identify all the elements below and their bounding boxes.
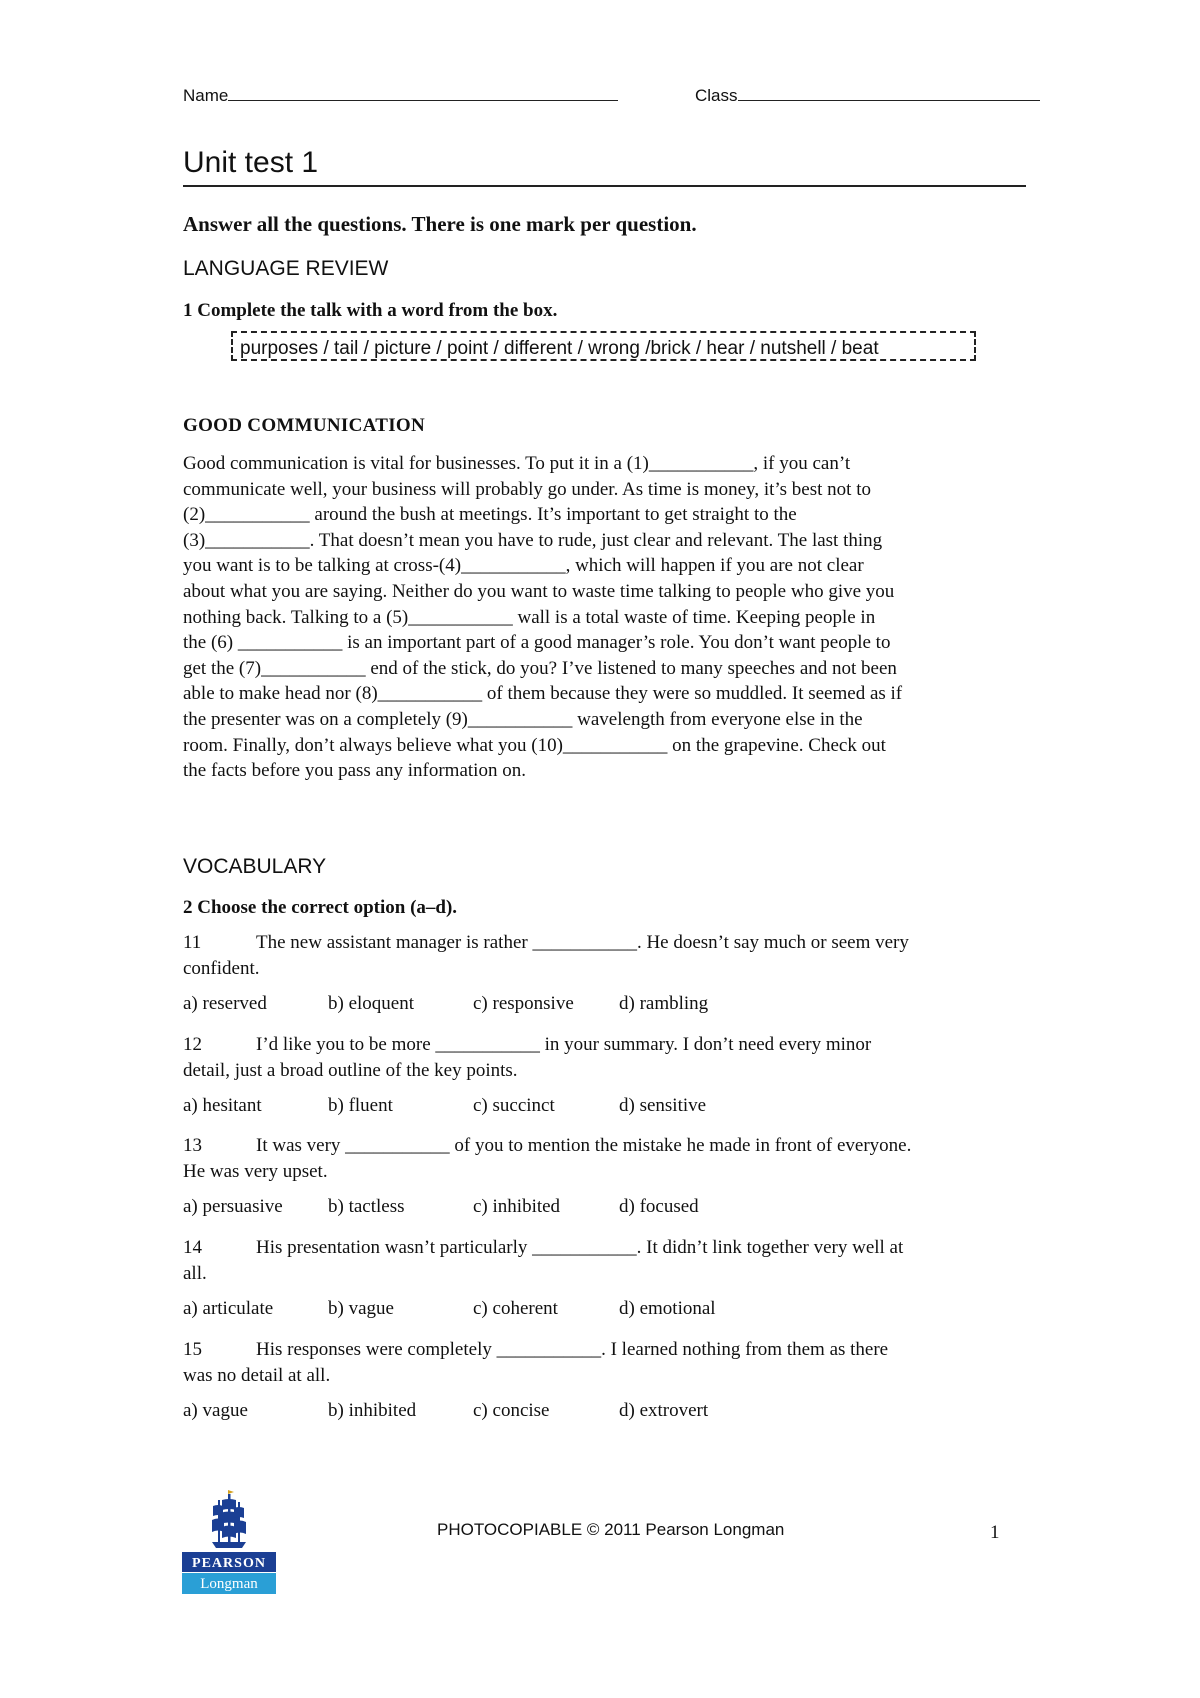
class-field bbox=[695, 84, 1040, 106]
copyright-notice: PHOTOCOPIABLE © 2011 Pearson Longman bbox=[437, 1520, 785, 1539]
question-number: 12 bbox=[183, 1034, 202, 1055]
passage-line: the (6) ___________ is an important part of a good manager’s role. You don’t want people to bbox=[183, 632, 891, 654]
logo-top-text: PEARSON bbox=[192, 1556, 266, 1571]
question-stem bbox=[183, 930, 1028, 981]
question-text: His responses were completely ___________. I learned nothing from them as there bbox=[256, 1339, 889, 1360]
option-row bbox=[183, 1298, 1028, 1322]
question-text: I’d like you to be more ___________ in your summary. I don’t need every minor bbox=[256, 1034, 872, 1055]
passage-line: (2)___________ around the bush at meetings. It’s important to get straight to the bbox=[183, 504, 797, 526]
question-1-heading: 1 Complete the talk with a word from the box. bbox=[183, 300, 558, 321]
passage-line: Good communication is vital for businesses. To put it in a (1)___________, if you can’t bbox=[183, 453, 851, 474]
question-text-continued: all. bbox=[183, 1262, 207, 1284]
page-number: 1 bbox=[990, 1522, 1000, 1543]
passage bbox=[183, 451, 1031, 784]
language-review-heading: LANGUAGE REVIEW bbox=[183, 257, 389, 280]
answer-option: b) vague bbox=[328, 1298, 394, 1320]
logo-bottom-text: Longman bbox=[200, 1576, 258, 1592]
question-text-continued: detail, just a broad outline of the key points. bbox=[183, 1059, 518, 1081]
name-label: Name bbox=[183, 86, 229, 105]
word-box-text: purposes / tail / picture / point / different / wrong /brick / hear / nutshell / beat bbox=[240, 338, 879, 359]
question-text: It was very ___________ of you to mention the mistake he made in front of everyone. bbox=[256, 1135, 912, 1156]
answer-option: a) persuasive bbox=[183, 1196, 283, 1218]
answer-option: a) reserved bbox=[183, 993, 267, 1015]
question-text-continued: He was very upset. bbox=[183, 1160, 328, 1182]
question-item bbox=[183, 1032, 1028, 1119]
answer-option: d) extrovert bbox=[619, 1400, 709, 1422]
passage-line: room. Finally, don’t always believe what you (10)___________ on the grapevine. Check out bbox=[183, 734, 886, 756]
passage-title: GOOD COMMUNICATION bbox=[183, 415, 426, 436]
answer-option: a) hesitant bbox=[183, 1095, 262, 1117]
ship-icon bbox=[212, 1490, 246, 1548]
question-item bbox=[183, 1235, 1028, 1322]
answer-option: a) vague bbox=[183, 1400, 248, 1422]
answer-option: d) sensitive bbox=[619, 1095, 707, 1117]
answer-option: c) inhibited bbox=[473, 1196, 561, 1218]
question-item bbox=[183, 930, 1028, 1017]
question-stem bbox=[183, 1337, 1028, 1388]
answer-option: b) inhibited bbox=[328, 1400, 417, 1422]
question-item bbox=[183, 1337, 1028, 1424]
option-row bbox=[183, 1095, 1028, 1119]
passage-line: about what you are saying. Neither do you want to waste time talking to people who give you bbox=[183, 580, 895, 602]
option-row bbox=[183, 993, 1028, 1017]
answer-option: b) fluent bbox=[328, 1095, 393, 1117]
class-blank bbox=[738, 84, 1040, 101]
question-2-heading: 2 Choose the correct option (a–d). bbox=[183, 897, 458, 918]
question-number: 11 bbox=[183, 932, 202, 953]
answer-option: c) concise bbox=[473, 1400, 550, 1422]
word-box bbox=[231, 331, 976, 361]
question-stem bbox=[183, 1032, 1028, 1083]
answer-option: c) succinct bbox=[473, 1095, 555, 1117]
answer-option: d) rambling bbox=[619, 993, 709, 1015]
passage-line: able to make head nor (8)___________ of them because they were so muddled. It seemed as if bbox=[183, 683, 903, 705]
title-divider bbox=[183, 185, 1026, 187]
passage-line: nothing back. Talking to a (5)___________ wall is a total waste of time. Keeping people in bbox=[183, 606, 876, 628]
question-text: The new assistant manager is rather ___________. He doesn’t say much or seem very bbox=[256, 932, 909, 953]
option-row bbox=[183, 1196, 1028, 1220]
passage-line: the facts before you pass any information on. bbox=[183, 760, 526, 782]
answer-option: d) emotional bbox=[619, 1298, 716, 1320]
passage-line: you want is to be talking at cross-(4)___________, which will happen if you are not clear bbox=[183, 555, 864, 577]
class-label: Class bbox=[695, 86, 738, 105]
page-title: Unit test 1 bbox=[183, 146, 319, 179]
answer-option: b) eloquent bbox=[328, 993, 415, 1015]
name-field bbox=[183, 84, 618, 106]
option-row bbox=[183, 1400, 1028, 1424]
question-stem bbox=[183, 1235, 1028, 1286]
instructions: Answer all the questions. There is one mark per question. bbox=[183, 212, 697, 236]
question-stem bbox=[183, 1133, 1028, 1184]
question-text-continued: was no detail at all. bbox=[183, 1364, 331, 1386]
answer-option: c) coherent bbox=[473, 1298, 558, 1320]
answer-option: b) tactless bbox=[328, 1196, 405, 1218]
pearson-longman-logo bbox=[182, 1486, 276, 1594]
question-number: 13 bbox=[183, 1135, 202, 1156]
name-blank bbox=[228, 84, 618, 101]
question-text: His presentation wasn’t particularly ___________. It didn’t link together very well at bbox=[256, 1237, 904, 1258]
question-number: 15 bbox=[183, 1339, 202, 1360]
vocabulary-heading: VOCABULARY bbox=[183, 855, 327, 878]
passage-line: get the (7)___________ end of the stick, do you? I’ve listened to many speeches and not been bbox=[183, 657, 897, 679]
passage-line: (3)___________. That doesn’t mean you have to rude, just clear and relevant. The last thing bbox=[183, 529, 883, 551]
question-number: 14 bbox=[183, 1237, 202, 1258]
question-text-continued: confident. bbox=[183, 957, 260, 979]
passage-line: communicate well, your business will probably go under. As time is money, it’s best not to bbox=[183, 478, 871, 500]
answer-option: c) responsive bbox=[473, 993, 574, 1015]
passage-line: the presenter was on a completely (9)___________ wavelength from everyone else in the bbox=[183, 708, 863, 730]
answer-option: d) focused bbox=[619, 1196, 699, 1218]
answer-option: a) articulate bbox=[183, 1298, 274, 1320]
question-item bbox=[183, 1133, 1028, 1220]
